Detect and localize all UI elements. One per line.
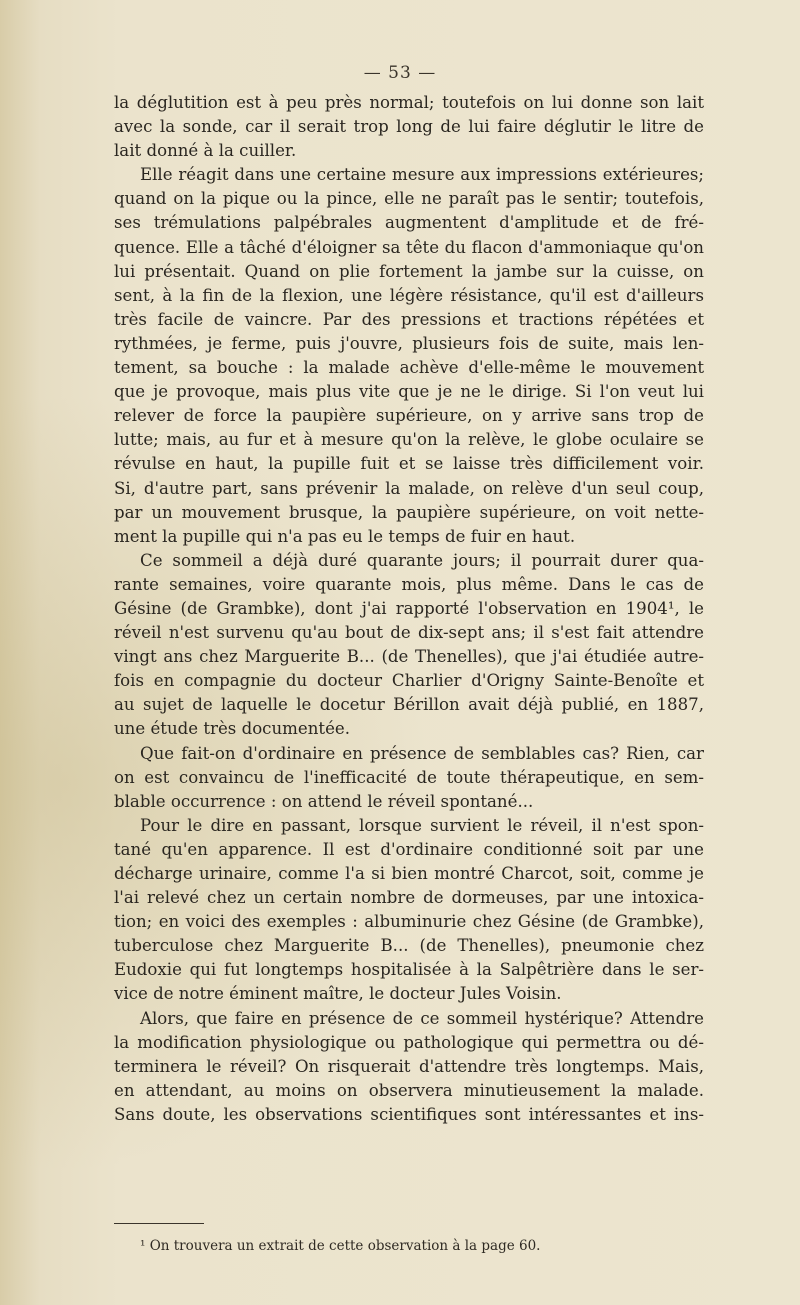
text-line: Si, d'autre part, sans prévenir la malade, on relève d'un seul coup,: [114, 478, 704, 498]
text-line: la modification physiologique ou pathologique qui permettra ou dé-: [114, 1032, 704, 1052]
text-line: avec la sonde, car il serait trop long de lui faire déglutir le litre de: [114, 117, 704, 137]
text-line: Ce sommeil a déjà duré quarante jours; il pourrait durer qua-: [140, 550, 704, 570]
text-line: une étude très documentée.: [114, 719, 350, 739]
text-line: tuberculose chez Marguerite B... (de Thenelles), pneumonie chez: [114, 936, 704, 956]
footnote-rule: [114, 1223, 204, 1224]
text-line: Elle réagit dans une certaine mesure aux impressions extérieures;: [140, 165, 704, 185]
text-line: que je provoque, mais plus vite que je ne le dirige. Si l'on veut lui: [114, 382, 704, 402]
text-line: Pour le dire en passant, lorsque survient le réveil, il n'est spon-: [140, 815, 704, 835]
text-line: réveil n'est survenu qu'au bout de dix-sept ans; il s'est fait attendre: [114, 623, 704, 643]
text-line: sent, à la fin de la flexion, une légère résistance, qu'il est d'ailleurs: [114, 285, 704, 305]
text-line: blable occurrence : on attend le réveil spontané...: [114, 791, 534, 811]
text-line: lui présentait. Quand on plie fortement la jambe sur la cuisse, on: [114, 261, 704, 281]
text-line: lutte; mais, au fur et à mesure qu'on la relève, le globe oculaire se: [114, 430, 704, 450]
text-line: on est convaincu de l'inefficacité de toute thérapeutique, en sem-: [114, 767, 704, 787]
text-line: relever de force la paupière supérieure, on y arrive sans trop de: [114, 406, 704, 426]
text-line: tané qu'en apparence. Il est d'ordinaire conditionné soit par une: [114, 839, 704, 859]
text-line: Sans doute, les observations scientifiques sont intéressantes et ins-: [114, 1104, 704, 1124]
text-line: décharge urinaire, comme l'a si bien montré Charcot, soit, comme je: [114, 864, 704, 883]
text-line: ment la pupille qui n'a pas eu le temps de fuir en haut.: [114, 526, 576, 546]
text-line: très facile de vaincre. Par des pressions et tractions répétées et: [114, 309, 704, 329]
text-line: vingt ans chez Marguerite B... (de Thenelles), que j'ai étudiée autre-: [114, 647, 704, 667]
paragraph: [114, 91, 704, 163]
paragraph: [114, 742, 704, 814]
text-line: l'ai relevé chez un certain nombre de dormeuses, par une intoxica-: [114, 888, 704, 908]
text-line: fois en compagnie du docteur Charlier d'Origny Sainte-Benoîte et: [114, 671, 704, 691]
paragraph: [114, 1007, 704, 1127]
text-line: quence. Elle a tâché d'éloigner sa tête du flacon d'ammoniaque qu'on: [114, 237, 704, 257]
text-line: Gésine (de Grambke), dont j'ai rapporté l'observation en 1904¹, le: [114, 598, 704, 618]
text-line: Que fait-on d'ordinaire en présence de semblables cas? Rien, car: [140, 743, 704, 763]
paragraph: [114, 549, 704, 742]
text-line: rante semaines, voire quarante mois, plus même. Dans le cas de: [114, 574, 704, 594]
text-line: vice de notre éminent maître, le docteur Jules Voisin.: [114, 984, 562, 1004]
text-line: quand on la pique ou la pince, elle ne paraît pas le sentir; toutefois,: [114, 189, 704, 209]
text-line: Alors, que faire en présence de ce sommeil hystérique? Attendre: [140, 1008, 704, 1028]
paragraph: [114, 163, 704, 549]
page-number: — 53 —: [363, 63, 437, 83]
text-line: rythmées, je ferme, puis j'ouvre, plusieurs fois de suite, mais len-: [114, 333, 704, 353]
text-line: Eudoxie qui fut longtemps hospitalisée à la Salpêtrière dans le ser-: [114, 960, 704, 980]
paragraph: [114, 814, 704, 1007]
text-line: la déglutition est à peu près normal; toutefois on lui donne son lait: [114, 93, 704, 112]
body-text: [114, 91, 704, 1127]
text-line: tement, sa bouche : la malade achève d'elle-même le mouvement: [114, 358, 704, 378]
text-line: en attendant, au moins on observera minutieusement la malade.: [114, 1080, 704, 1100]
text-line: au sujet de laquelle le docetur Bérillon avait déjà publié, en 1887,: [114, 695, 704, 715]
text-line: terminera le réveil? On risquerait d'attendre très longtemps. Mais,: [114, 1056, 704, 1076]
text-line: ses trémulations palpébrales augmentent d'amplitude et de fré-: [114, 213, 704, 233]
footnote: ¹ On trouvera un extrait de cette observation à la page 60.: [140, 1238, 541, 1254]
text-line: révulse en haut, la pupille fuit et se laisse très difficilement voir.: [114, 454, 704, 474]
text-line: lait donné à la cuiller.: [114, 141, 297, 161]
text-line: par un mouvement brusque, la paupière supérieure, on voit nette-: [114, 502, 704, 522]
text-line: tion; en voici des exemples : albuminurie chez Gésine (de Grambke),: [114, 912, 704, 932]
